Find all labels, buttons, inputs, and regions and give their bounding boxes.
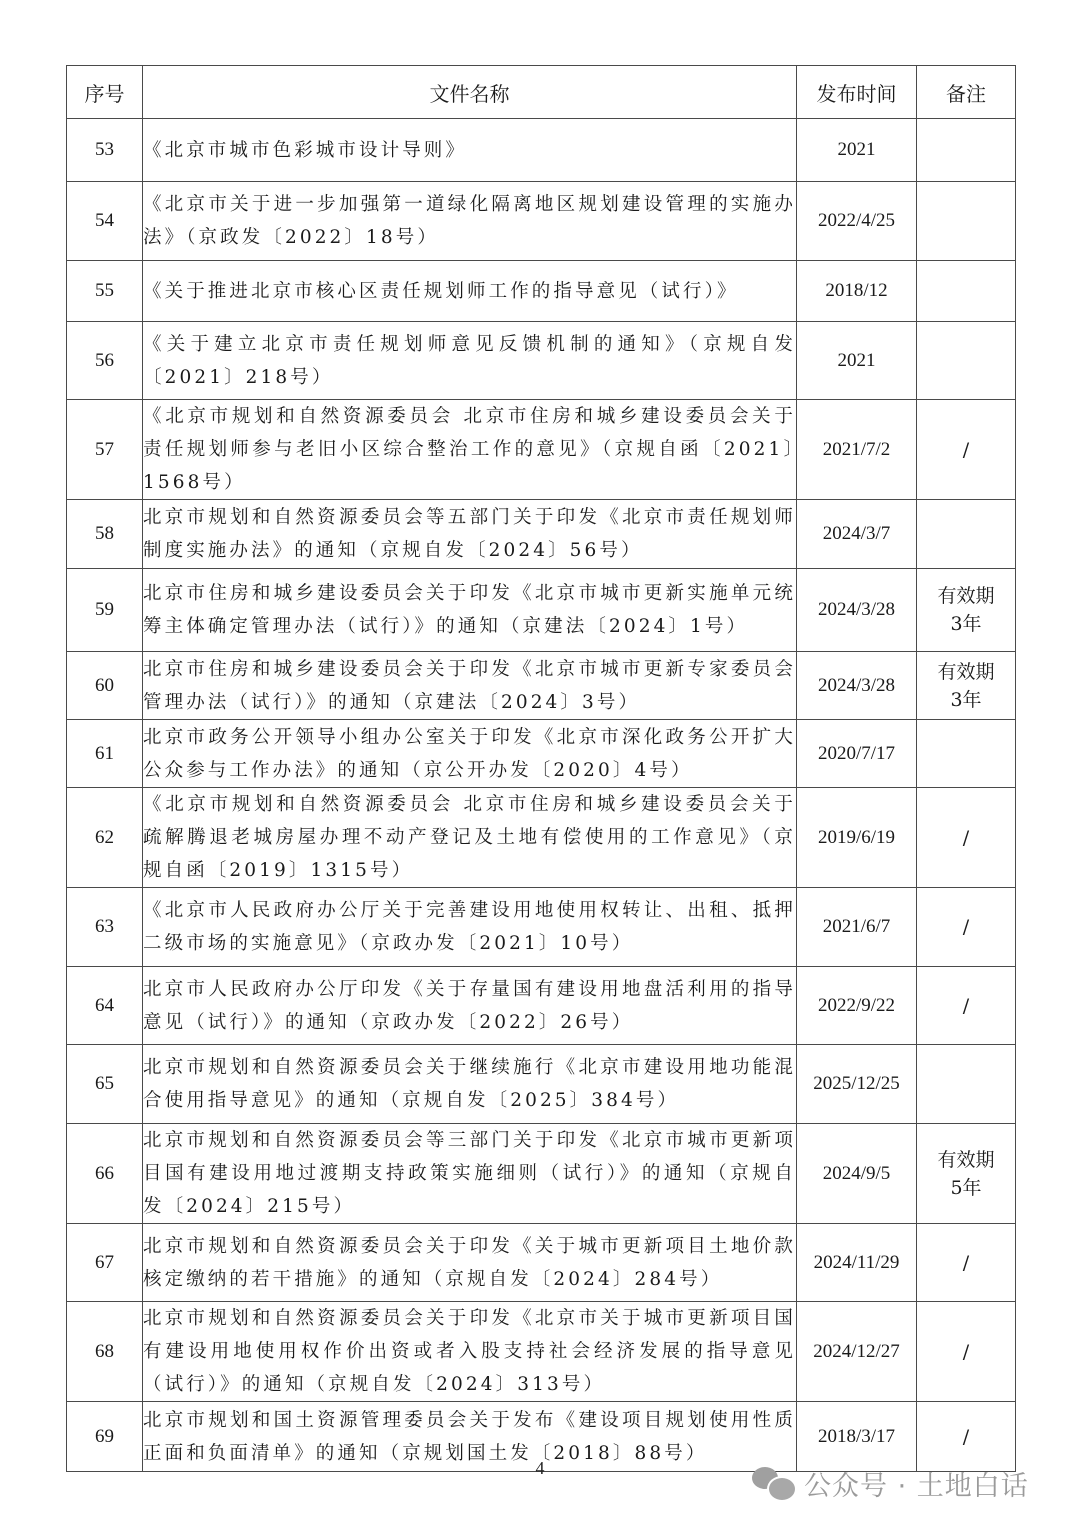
row-document-name: 北京市住房和城乡建设委员会关于印发《北京市城市更新专家委员会管理办法（试行）》的通知（京建法〔2024〕3号） bbox=[143, 652, 797, 720]
row-note bbox=[917, 261, 1016, 322]
header-date: 发布时间 bbox=[797, 66, 917, 119]
row-index: 62 bbox=[67, 788, 143, 888]
table-row bbox=[67, 182, 1016, 261]
row-note: 有效期 3年 bbox=[917, 652, 1016, 720]
table-header-row bbox=[67, 66, 1016, 119]
row-index: 53 bbox=[67, 119, 143, 182]
row-document-name: 北京市规划和国土资源管理委员会关于发布《建设项目规划使用性质正面和负面清单》的通知（京规划国土发〔2018〕88号） bbox=[143, 1402, 797, 1472]
wechat-icon bbox=[752, 1465, 796, 1501]
row-publish-date: 2025/12/25 bbox=[797, 1045, 917, 1124]
row-document-name: 《北京市人民政府办公厅关于完善建设用地使用权转让、出租、抵押二级市场的实施意见》（京政办发〔2021〕10号） bbox=[143, 888, 797, 967]
row-document-name: 北京市规划和自然资源委员会关于印发《关于城市更新项目土地价款核定缴纳的若干措施》的通知（京规自发〔2024〕284号） bbox=[143, 1224, 797, 1302]
row-index: 67 bbox=[67, 1224, 143, 1302]
row-index: 56 bbox=[67, 322, 143, 400]
row-document-name: 《关于推进北京市核心区责任规划师工作的指导意见（试行）》 bbox=[143, 261, 797, 322]
row-document-name: 《关于建立北京市责任规划师意见反馈机制的通知》（京规自发〔2021〕218号） bbox=[143, 322, 797, 400]
header-index: 序号 bbox=[67, 66, 143, 119]
table-row bbox=[67, 322, 1016, 400]
row-document-name: 《北京市关于进一步加强第一道绿化隔离地区规划建设管理的实施办法》（京政发〔2022〕18号） bbox=[143, 182, 797, 261]
row-document-name: 《北京市规划和自然资源委员会 北京市住房和城乡建设委员会关于疏解腾退老城房屋办理不动产登记及土地有偿使用的工作意见》（京规自函〔2019〕1315号） bbox=[143, 788, 797, 888]
row-note: / bbox=[917, 1224, 1016, 1302]
row-document-name: 《北京市城市色彩城市设计导则》 bbox=[143, 119, 797, 182]
row-index: 66 bbox=[67, 1124, 143, 1224]
table-row bbox=[67, 119, 1016, 182]
row-note: / bbox=[917, 1402, 1016, 1472]
row-note bbox=[917, 322, 1016, 400]
row-note bbox=[917, 720, 1016, 788]
row-index: 64 bbox=[67, 967, 143, 1045]
table-row bbox=[67, 1045, 1016, 1124]
row-note: / bbox=[917, 1302, 1016, 1402]
row-index: 55 bbox=[67, 261, 143, 322]
row-note: 有效期 3年 bbox=[917, 569, 1016, 652]
row-document-name: 北京市规划和自然资源委员会关于继续施行《北京市建设用地功能混合使用指导意见》的通知（京规自发〔2025〕384号） bbox=[143, 1045, 797, 1124]
table-row bbox=[67, 720, 1016, 788]
row-note: / bbox=[917, 967, 1016, 1045]
row-publish-date: 2018/12 bbox=[797, 261, 917, 322]
table-row bbox=[67, 569, 1016, 652]
row-index: 60 bbox=[67, 652, 143, 720]
row-publish-date: 2022/4/25 bbox=[797, 182, 917, 261]
row-document-name: 北京市规划和自然资源委员会等三部门关于印发《北京市城市更新项目国有建设用地过渡期支持政策实施细则（试行）》的通知（京规自发〔2024〕215号） bbox=[143, 1124, 797, 1224]
row-index: 63 bbox=[67, 888, 143, 967]
row-document-name: 北京市规划和自然资源委员会关于印发《北京市关于城市更新项目国有建设用地使用权作价出资或者入股支持社会经济发展的指导意见（试行）》的通知（京规自发〔2024〕313号） bbox=[143, 1302, 797, 1402]
page-number: 4 bbox=[535, 1458, 545, 1478]
row-note bbox=[917, 500, 1016, 569]
row-publish-date: 2022/9/22 bbox=[797, 967, 917, 1045]
header-name: 文件名称 bbox=[143, 66, 797, 119]
table-row bbox=[67, 261, 1016, 322]
row-index: 61 bbox=[67, 720, 143, 788]
table-row bbox=[67, 400, 1016, 500]
row-publish-date: 2024/3/7 bbox=[797, 500, 917, 569]
row-publish-date: 2021 bbox=[797, 322, 917, 400]
row-publish-date: 2024/3/28 bbox=[797, 652, 917, 720]
row-publish-date: 2019/6/19 bbox=[797, 788, 917, 888]
row-publish-date: 2021/7/2 bbox=[797, 400, 917, 500]
row-note bbox=[917, 182, 1016, 261]
table-row bbox=[67, 967, 1016, 1045]
table-row bbox=[67, 1124, 1016, 1224]
row-publish-date: 2020/7/17 bbox=[797, 720, 917, 788]
table-row bbox=[67, 888, 1016, 967]
row-document-name: 《北京市规划和自然资源委员会 北京市住房和城乡建设委员会关于责任规划师参与老旧小区综合整治工作的意见》（京规自函〔2021〕1568号） bbox=[143, 400, 797, 500]
row-publish-date: 2024/11/29 bbox=[797, 1224, 917, 1302]
table-row bbox=[67, 1302, 1016, 1402]
row-index: 68 bbox=[67, 1302, 143, 1402]
row-note bbox=[917, 1045, 1016, 1124]
row-index: 59 bbox=[67, 569, 143, 652]
row-document-name: 北京市规划和自然资源委员会等五部门关于印发《北京市责任规划师制度实施办法》的通知（京规自发〔2024〕56号） bbox=[143, 500, 797, 569]
row-note: / bbox=[917, 788, 1016, 888]
table-row bbox=[67, 1224, 1016, 1302]
header-note: 备注 bbox=[917, 66, 1016, 119]
row-document-name: 北京市人民政府办公厅印发《关于存量国有建设用地盘活利用的指导意见（试行）》的通知（京政办发〔2022〕26号） bbox=[143, 967, 797, 1045]
row-publish-date: 2018/3/17 bbox=[797, 1402, 917, 1472]
watermark bbox=[752, 1463, 1029, 1503]
row-document-name: 北京市住房和城乡建设委员会关于印发《北京市城市更新实施单元统筹主体确定管理办法（试行）》的通知（京建法〔2024〕1号） bbox=[143, 569, 797, 652]
table-row bbox=[67, 652, 1016, 720]
row-note: / bbox=[917, 400, 1016, 500]
policy-document-table bbox=[66, 65, 1016, 1472]
row-publish-date: 2021 bbox=[797, 119, 917, 182]
row-note: / bbox=[917, 888, 1016, 967]
table-body bbox=[67, 119, 1016, 1472]
row-index: 54 bbox=[67, 182, 143, 261]
row-note: 有效期 5年 bbox=[917, 1124, 1016, 1224]
row-publish-date: 2021/6/7 bbox=[797, 888, 917, 967]
row-publish-date: 2024/9/5 bbox=[797, 1124, 917, 1224]
row-index: 58 bbox=[67, 500, 143, 569]
watermark-text: 公众号 · 土地白话 bbox=[804, 1470, 1029, 1502]
row-index: 57 bbox=[67, 400, 143, 500]
row-document-name: 北京市政务公开领导小组办公室关于印发《北京市深化政务公开扩大公众参与工作办法》的通知（京公开办发〔2020〕4号） bbox=[143, 720, 797, 788]
row-publish-date: 2024/12/27 bbox=[797, 1302, 917, 1402]
row-index: 69 bbox=[67, 1402, 143, 1472]
row-note bbox=[917, 119, 1016, 182]
table-row bbox=[67, 500, 1016, 569]
row-publish-date: 2024/3/28 bbox=[797, 569, 917, 652]
table-row bbox=[67, 788, 1016, 888]
row-index: 65 bbox=[67, 1045, 143, 1124]
